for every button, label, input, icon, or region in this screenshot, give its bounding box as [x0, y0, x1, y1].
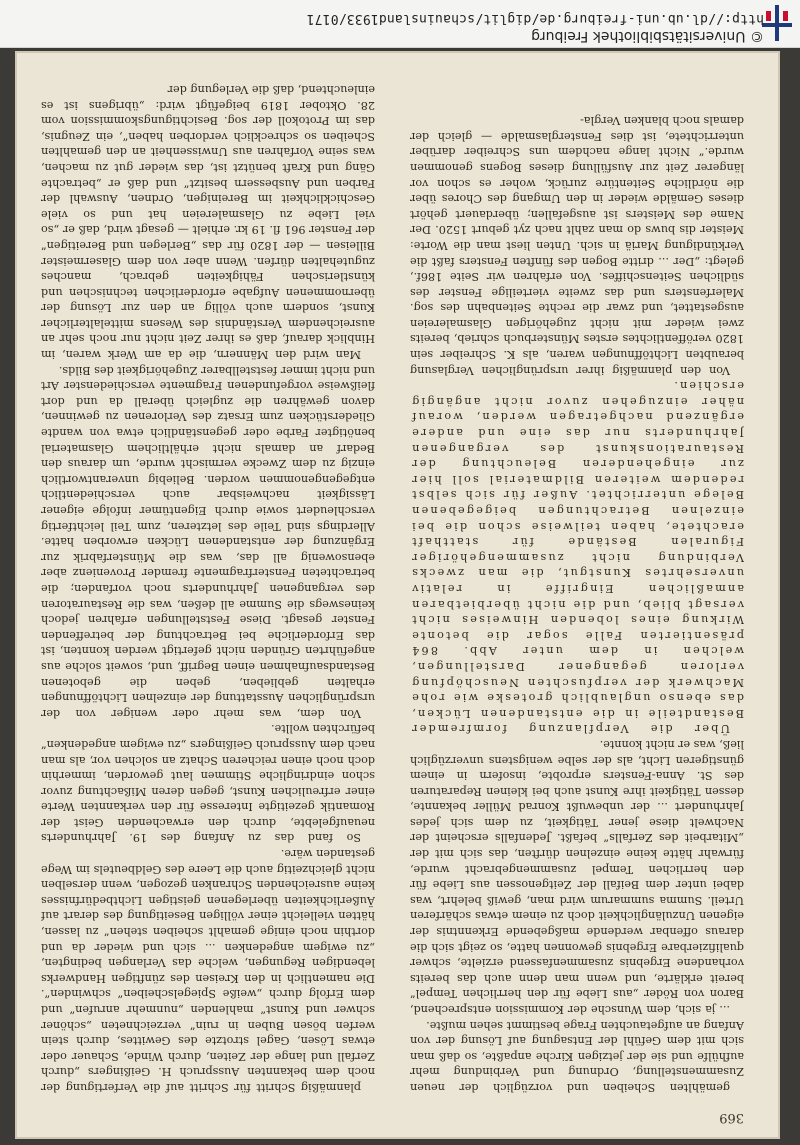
left-text-column — [410, 65, 744, 1095]
library-banner — [0, 0, 800, 48]
paragraph: planmäßig Schritt für Schritt auf die Verfertigung der noch dem bekannten Ausspruch H. Geißingers „durch Zerfall und lange der Zeiten, durch Winde, Schauer oder etwas Lösen, Gagel strotzte des Gewittes, durch stein werfen bösen Buben in ruin“ verzeichneten „schöner schwer und Kunst“ mahlenden „nunmehr anrufen“ und dem Erfolg durch „weiße Spiegelscheiben“ schwinden“. Die namentlich in den Kreisen des zünftigen Handwerks lebendigen Regungen, welche das Verlangen bedingten, „zu ewigem angedenken ... sich und wieder da und dorthin noch einige gemahlt scheiben stehen“ zu lassen, hätten vielleicht einer völligen Beseitigung des derart auf Äußerlichkeiten überlegenen geistigen Lichtbedürfnisses keine ausreichenden Schranken gezogen, wenn derselben nicht gleichzeitig auch die Leere des Geldbeutels im Wege gestanden wäre. — [41, 847, 375, 1094]
paragraph: So fand das zu Anfang des 19. Jahrhunderts neuaufgelebte, durch den erwachenden Geist der Romantik gezeitigte Interesse für den verkannten Werte einer erfreulichen Kunst, gegen deren Mißachtung zuvor schon eindringliche Stimmen laut geworden, immerhin doch noch einen reicheren Schatz an solchen vor, als man nach dem Ausspruch Geißingers „zu ewigem angedenken“ befürchten wollte. — [41, 722, 375, 845]
copyright-notice: © Universitätsbibliothek Freiburg — [531, 28, 764, 44]
university-library-logo-icon — [762, 5, 792, 41]
paragraph: Von dem, was mehr oder weniger von der ursprünglichen Ausstattung der einzelnen Lichtöffnungen erhalten geblieben, geben die gebotenen Bestandsaufnahmen einen Begriff, und, soweit solche aus angeführten Gründen nicht gefertigt werden konnten, ist das Erforderliche bei Betrachtung der betreffenden Fenster gesagt. Diese Feststellungen erfahren jedoch keineswegs die Summe all deßen, was die Restauratoren des vergangenen Jahrhunderts noch vorfanden; die betrachteten Fensterfragmente fremder Provenienz aber ebensowenig all das, was die Münsterfabrik zur Ergänzung der entstandenen Lücken erworben hatte. Allerdings sind Teile des letzteren, zum Teil leichtfertig verschleudert sowie durch Eigentümer infolge eigener Lässigkeit nachweisbar auch verschiedentlich entgegengenommen worden. Beliebig unverantwortlich einzig zu dem Zwecke vermischt wurde, um daraus den Bedarf an damals nicht erhältlichem Glasmaterial benötigter Farbe oder gegenständlich etwa von wandte Gliederstücken zum Ersatz des Verlorenen zu gewinnen, davon gewähren die zugleich überall da und dort fleißweise vorgefundenen Fragmente verschiedenster Art und nicht immer feststellbarer Zugehörigkeit des Bilds. — [41, 363, 375, 720]
paragraph: ... ja sich, dem Wunsche der Kommission entsprechend, Baron von Röder „aus Liebe für den herrlichen Tempel“ bereit erklärte, und wenn man denn auch das bereits vorhandene Ergebnis zusammenfassend erzielte, schwer qualifizierbare Ergebnis gewonnen hatte, so zeigt sich die daraus offenbar werdende maßgebende Erkenntnis der eigenen Unzulänglichkeit doch zu einem etwas schärferen Urteil. Summa summarum wird man, gewiß belehrt, was dabei unter dem Beifall der Zeitgenossen aus Liebe für den herrlichen Tempel zusammengebracht wurde, fürwahr hätte keine einzelnen dürften, das sich mit der „Mitarbeit des Zerfalls“ befaßt. Jedenfalls erscheint der Nachwelt diese jener Tätigkeit, zu dem sich jedes Jahrhundert ... der unbewußt Konrad Müller bekannte, dessen Tätigkeit ihre Kunst auch bei kleinen Reparaturen des St. Anna-Fensters erprobte, insofern in einem günstigeren Licht, als der selbe wenigstens unverzüglich ließ, was er nicht konnte. — [410, 737, 744, 1017]
scanned-page — [15, 51, 780, 1139]
paragraph: Von den planmäßig ihrer ursprünglichen Verglasung beraubten Lichtöffnungen waren, als K. Schreiber sein 1820 veröffentlichtes erstes Münsterbuch schrieb, bereits zwei wieder mit nicht zugehörigen Glasmalereien ausgestattet, und zwar die rechte Seitenbahn des sog. Malerfensters und das zweite vierteilige Fenster des südlichen Seitenschiffes. Von erfahren wir Seite 186f., gelegt: „Der ... dritte Bogen des fünften Fensters faßt die Verkündigung Mariä in sich. Unten liest man die Worte: Meister dis buws do man zahlt nach zyt geburt 1520. Der Name des Meisters ist ausgefallen; überdauert gehört dieses Gemälde wieder in den Umgang des Chores über die nördliche Seitentüre zurück, woher es schon vor längerer Zeit zur Ausfüllung dieses Bogens genommen wurde.“ Nicht lange nachdem uns Schreiber darüber unterrichtete, ist dies Fensterglasmalde — gleich der damals noch blanken Vergla- — [410, 114, 744, 377]
right-text-column — [41, 65, 375, 1095]
paragraph: gemählten Scheiben und vorzüglich der neuen Zusammenstellung, Ordnung und Verbindung mehr aufhülfe und sie der jetzigen Kirche anpaßte, so daß man sich mit dem Gefühl der Entsagung auf Lösung der von Anfang an aufgetauchten Frage bestimmt sehen mußte. — [410, 1018, 744, 1094]
paragraph: Über die Verpflanzung formfremder Bestandteile in die entstandenen Lücken, das ebenso unglaublich groteske wie rohe Machwerk der verpfuschten Neuschöpfung verloren gegangener Darstellungen, welchen in dem unter Abb. 864 präsentierten Falle sogar die betonte Wirkung eines lobenden Hinweises nicht versagt blieb, und die nicht überbietbaren anmaßlichen Eingriffe in relativ unversehrtes Kunstgut, die man zwecks Verbindung nicht zusammengehöriger Figuralen Bestände für statthaft erachtete, haben teilweise schon die bei einzelnen Betrachtungen beigegebenen Belege unterrichtet. Außer für sich selbst redendem weiteren Bildmaterial soll hier zur eingehenderen Beleuchtung der Restaurationskunst des vergangenen Jahrhunderts nur das eine und andere ergänzend nachgetragen werden, worauf näher einzugehen zuvor nicht angängig erschien. — [410, 379, 744, 736]
permalink-url[interactable]: http://dl.ub.uni-freiburg.de/diglit/schauinsland1933/0171 — [306, 11, 764, 26]
page-number: 369 — [719, 1110, 744, 1125]
paragraph: Man wird den Männern, die da am Werk waren, im Hinblick darauf, daß es ihrer Zeit nicht nur noch sehr an ausreichendem Verständnis des Wesens mittelalterlicher Kunst, sondern auch völlig an den zur Lösung der übernommenen Aufgabe erforderlichen technischen und künstlerischen Fähigkeiten gebrach, manches zugutehalten dürfen. Wenn aber von dem Glasermeister Billeisen — der 1820 für das „Berlegen und Bereitigen“ der Fenster 961 fl. 19 kr. erhielt — gesagt wird, daß er „so viel Liebe zu Glasmalereien hat und so viele Geschicklichkeit im Bereinigen, Ordnen, Auswahl der Farben und Ausbessern besitzt“ und daß er „betrachte Gäng und Kraft benützt ist, das wieder gut zu machen, was seine Vorfahren aus Unwissenheit an den gemahlten Scheiben so schrecklich verdorben haben“, ein Zeugnis, das im Protokoll der sog. Besichtigungskommission vom 28. Oktober 1819 beigefügt wird: „übrigens ist es einleuchtend, daß die Verlegung der — [41, 83, 375, 362]
